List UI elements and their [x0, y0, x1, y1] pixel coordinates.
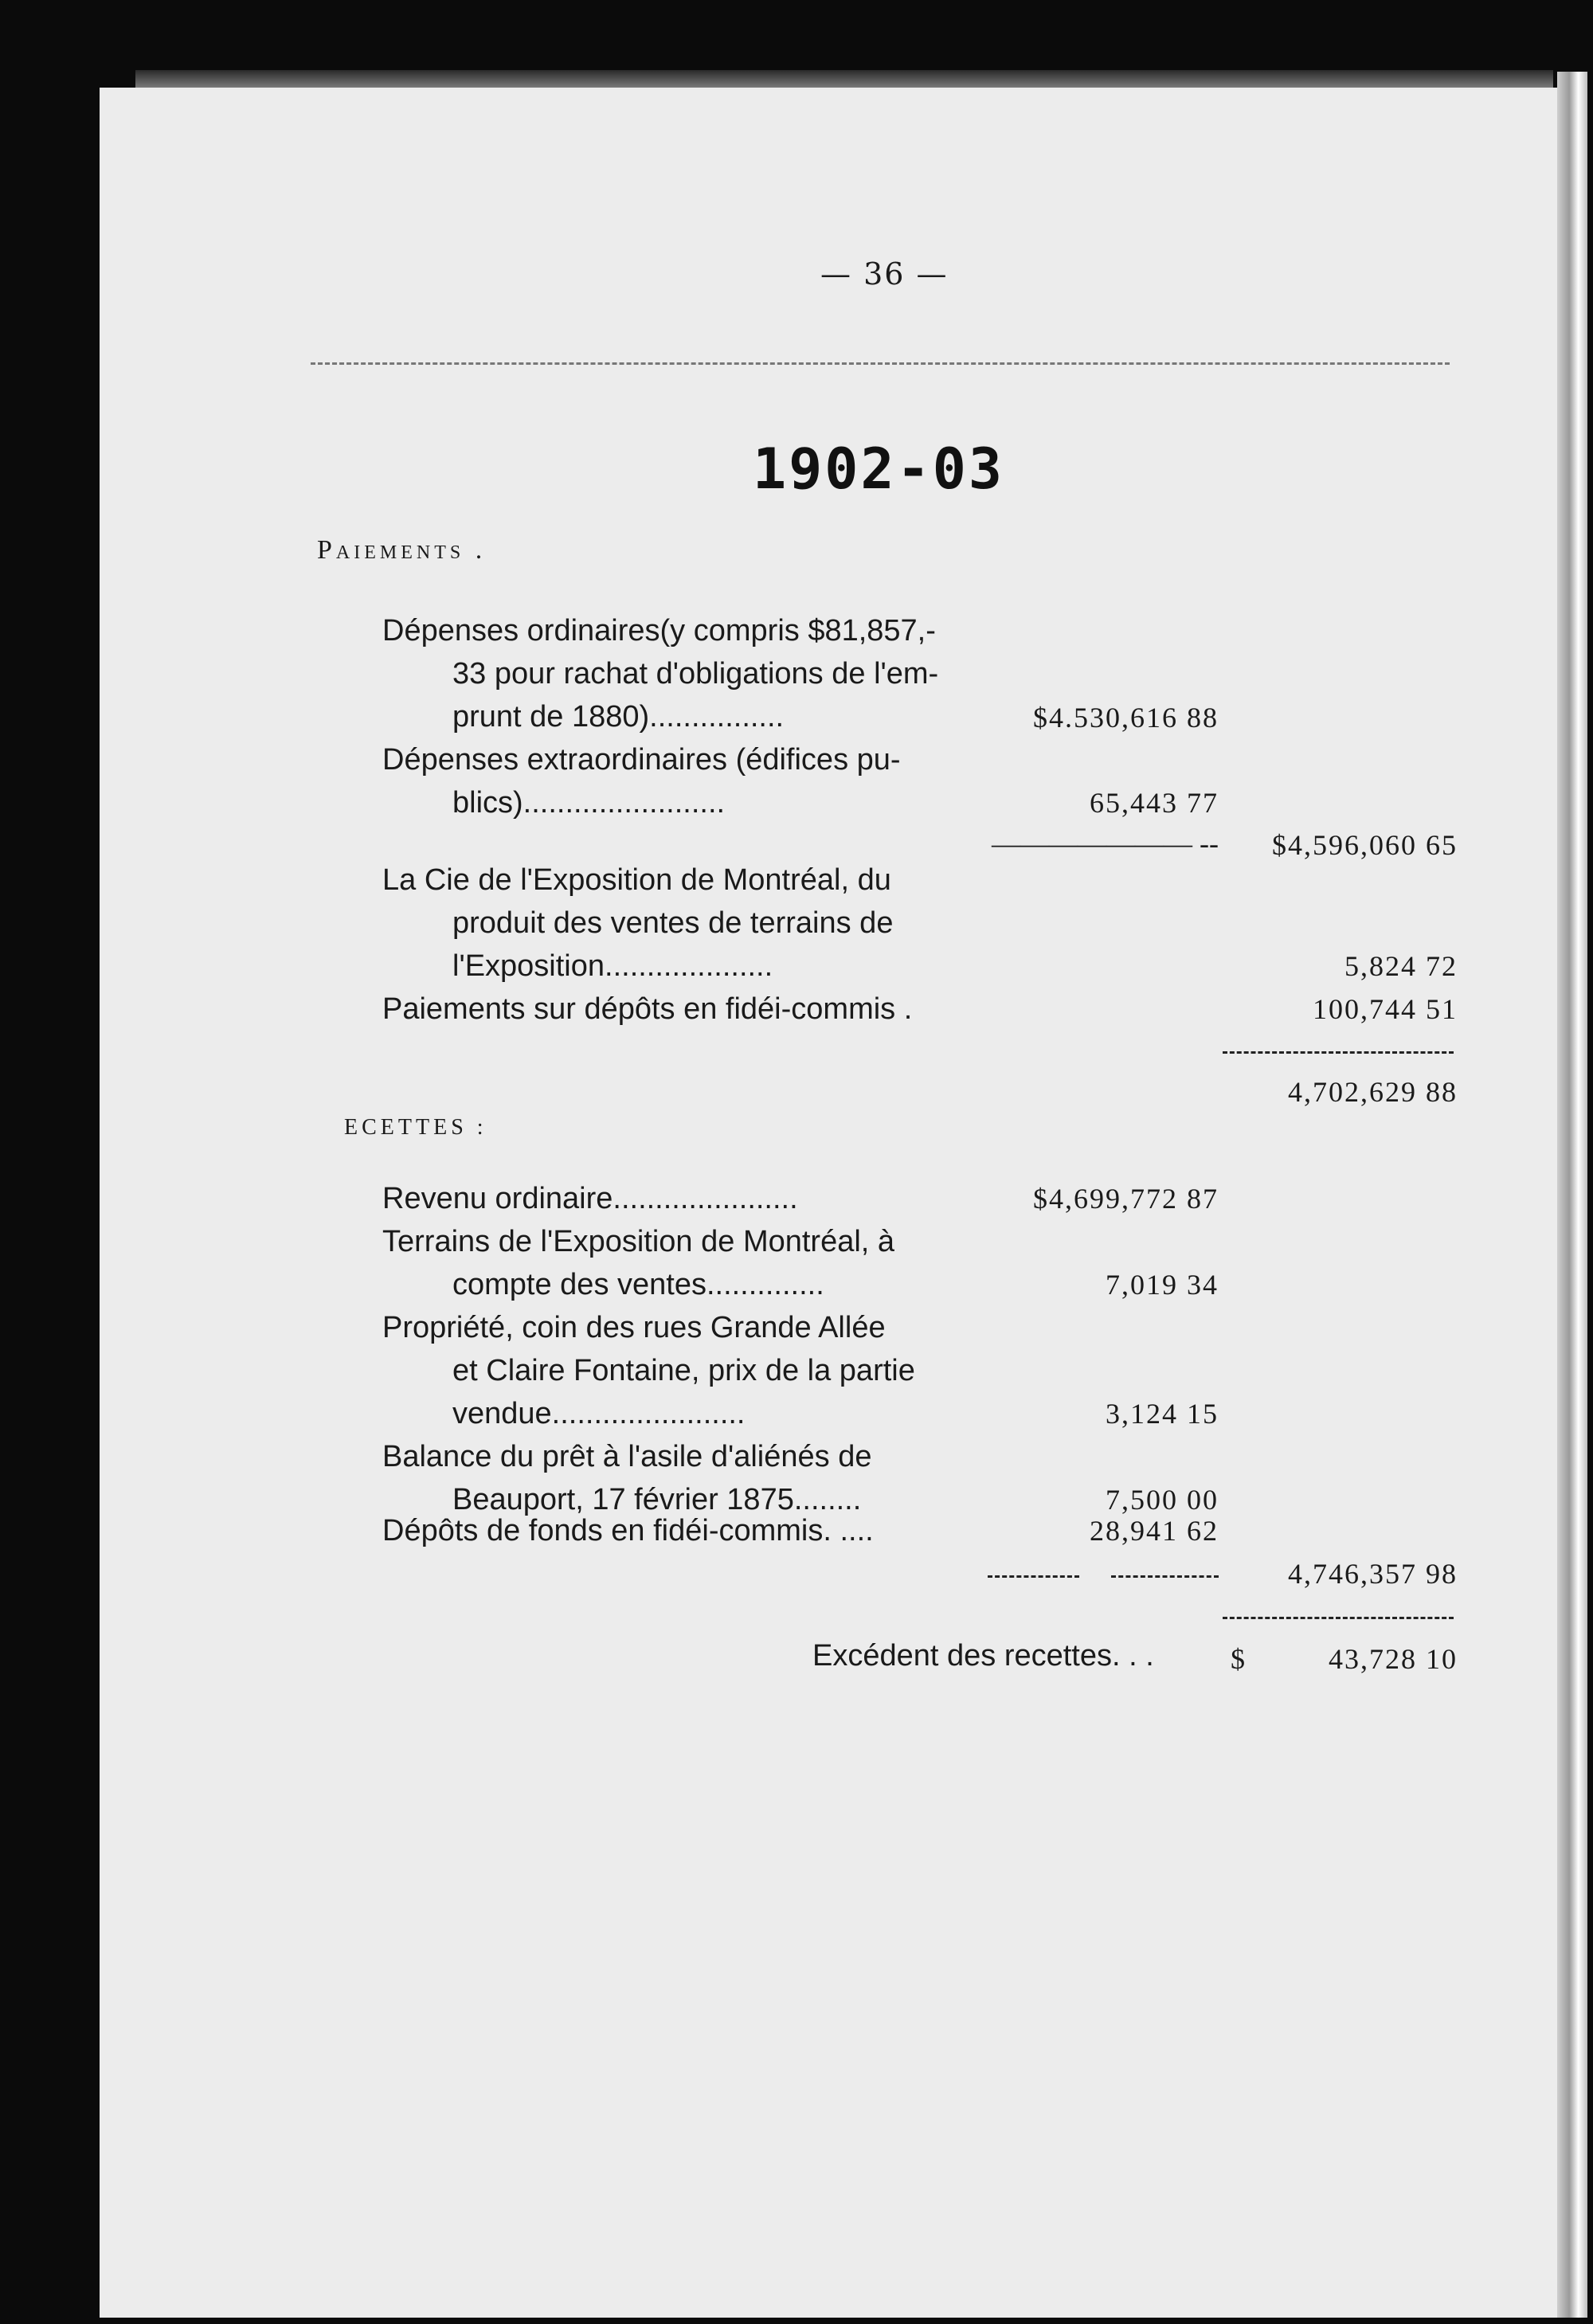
- paiement-item-4-line-1: Paiements sur dépôts en fidéi-commis .: [382, 992, 913, 1026]
- recette-item-1-line-1: Revenu ordinaire......................: [382, 1182, 798, 1215]
- paiements-heading: Paiements .: [317, 535, 487, 565]
- paiement-item-3-amount: 5,824 72: [1344, 950, 1458, 982]
- excedent-amount: 43,728 10: [1329, 1643, 1458, 1675]
- paiement-item-2-line-1: Dépenses extraordinaires (édifices pu-: [382, 743, 901, 777]
- recette-subtotal-rule-2: [1111, 1575, 1219, 1578]
- scan-top-edge: [135, 70, 1553, 88]
- paiement-item-1-amount: $4.530,616 88: [1033, 702, 1219, 734]
- paiement-item-4-amount: 100,744 51: [1313, 993, 1458, 1025]
- excedent-label: Excédent des recettes. . .: [812, 1639, 1154, 1673]
- recette-item-3-line-3: vendue.......................: [452, 1397, 746, 1430]
- year-title: 1902-03: [753, 436, 1005, 502]
- paiement-total-rule: [1223, 1051, 1454, 1054]
- paiement-item-2-line-2: blics)........................: [452, 786, 726, 820]
- paiement-item-1-line-2: 33 pour rachat d'obligations de l'em-: [452, 657, 939, 691]
- paiement-subtotal: $4,596,060 65: [1272, 829, 1458, 861]
- recette-item-3-amount: 3,124 15: [1106, 1398, 1219, 1430]
- recette-item-3-line-1: Propriété, coin des rues Grande Allée: [382, 1311, 886, 1344]
- paiement-item-3-line-3: l'Exposition....................: [452, 949, 773, 983]
- recette-item-1-amount: $4,699,772 87: [1033, 1183, 1219, 1215]
- recette-item-5-amount: 28,941 62: [1090, 1515, 1219, 1547]
- recettes-heading: ECETTES :: [344, 1115, 487, 1140]
- paiement-item-3-line-1: La Cie de l'Exposition de Montréal, du: [382, 863, 891, 897]
- excedent-rule: [1223, 1617, 1454, 1619]
- recette-item-2-line-1: Terrains de l'Exposition de Montréal, à: [382, 1225, 895, 1258]
- page-number: — 36 —: [820, 256, 949, 291]
- recette-total: 4,746,357 98: [1288, 1558, 1458, 1590]
- recette-subtotal-rule-1: [988, 1575, 1079, 1578]
- recette-item-4-line-2: Beauport, 17 février 1875........: [452, 1483, 862, 1516]
- recette-item-5-line-1: Dépôts de fonds en fidéi-commis. ....: [382, 1514, 874, 1547]
- page-right-edge: [1557, 72, 1587, 2318]
- excedent-currency: $: [1231, 1643, 1247, 1675]
- header-rule: [311, 362, 1450, 365]
- recette-item-4-line-1: Balance du prêt à l'asile d'aliénés de: [382, 1440, 872, 1473]
- recette-item-4-amount: 7,500 00: [1106, 1484, 1219, 1516]
- paiement-total: 4,702,629 88: [1288, 1076, 1458, 1108]
- paiement-subtotal-rule: ——————— --: [992, 827, 1219, 859]
- paiement-item-2-amount: 65,443 77: [1090, 787, 1219, 819]
- paiement-item-3-line-2: produit des ventes de terrains de: [452, 906, 894, 940]
- recette-item-2-amount: 7,019 34: [1106, 1269, 1219, 1301]
- document-page: [100, 88, 1565, 2318]
- recette-item-2-line-2: compte des ventes..............: [452, 1268, 824, 1301]
- recette-item-3-line-2: et Claire Fontaine, prix de la partie: [452, 1354, 915, 1387]
- paiement-item-1-line-3: prunt de 1880)................: [452, 700, 785, 734]
- paiement-item-1-line-1: Dépenses ordinaires(y compris $81,857,-: [382, 614, 936, 648]
